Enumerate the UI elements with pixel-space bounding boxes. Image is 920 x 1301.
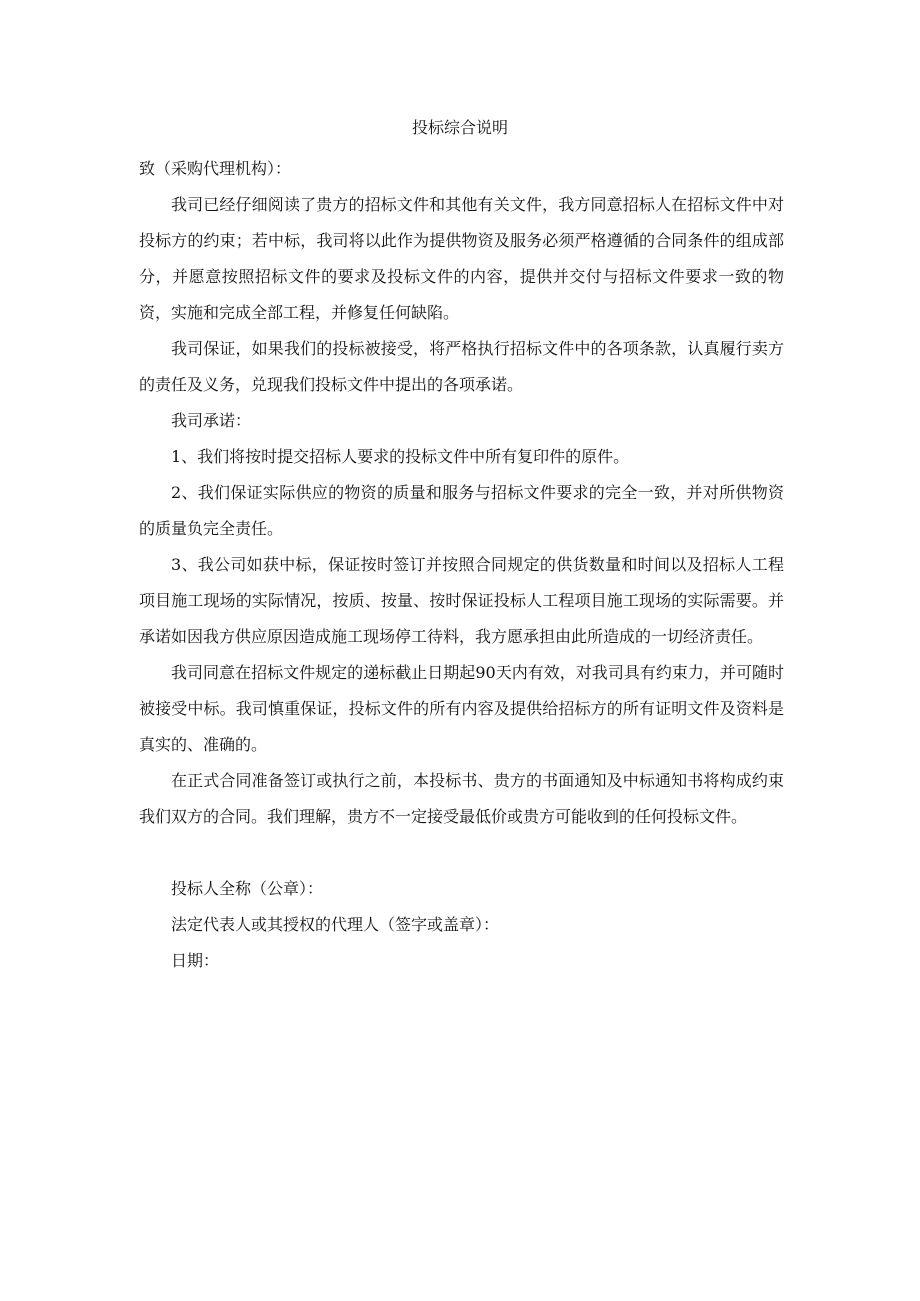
paragraph-agreement: 我司已经仔细阅读了贵方的招标文件和其他有关文件，我方同意招标人在招标文件中对投标方的约束；若中标，我司将以此作为提供物资及服务必须严格遵循的合同条件的组成部分，并愿意按照招标文件的要求及投标文件的内容，提供并交付与招标文件要求一致的物资，实施和完成全部工程，并修复任何缺陷。 — [139, 195, 784, 322]
paragraph-commitment-heading: 我司承诺： — [171, 411, 252, 430]
commitment-item-1: 1、我们将按时提交招标人要求的投标文件中所有复印件的原件。 — [171, 447, 630, 466]
paragraph-contract: 在正式合同准备签订或执行之前，本投标书、贵方的书面通知及中标通知书将构成约束我们双方的合同。我们理解，贵方不一定接受最低价或贵方可能收到的任何投标文件。 — [139, 771, 784, 826]
signature-representative: 法定代表人或其授权的代理人（签字或盖章）： — [171, 915, 500, 934]
salutation: 致（采购代理机构）： — [139, 159, 292, 178]
document-body — [139, 151, 784, 979]
paragraph-guarantee: 我司保证，如果我们的投标被接受，将严格执行招标文件中的各项条款，认真履行卖方的责任及义务，兑现我们投标文件中提出的各项承诺。 — [139, 339, 784, 394]
signature-date: 日期： — [171, 951, 220, 970]
paragraph-validity: 我司同意在招标文件规定的递标截止日期起90天内有效，对我司具有约束力，并可随时被接受中标。我司慎重保证，投标文件的所有内容及提供给招标方的所有证明文件及资料是真实的、准确的。 — [139, 663, 784, 754]
commitment-item-2: 2、我们保证实际供应的物资的质量和服务与招标文件要求的完全一致，并对所供物资的质量负完全责任。 — [139, 483, 784, 538]
document-title: 投标综合说明 — [411, 118, 508, 137]
signature-bidder-name: 投标人全称（公章）： — [171, 879, 324, 898]
commitment-item-3: 3、我公司如获中标，保证按时签订并按照合同规定的供货数量和时间以及招标人工程项目施工现场的实际情况，按质、按量、按时保证投标人工程项目施工现场的实际需要。并承诺如因我方供应原因造成施工现场停工待料，我方愿承担由此所造成的一切经济责任。 — [139, 555, 784, 646]
spacer — [139, 835, 784, 871]
